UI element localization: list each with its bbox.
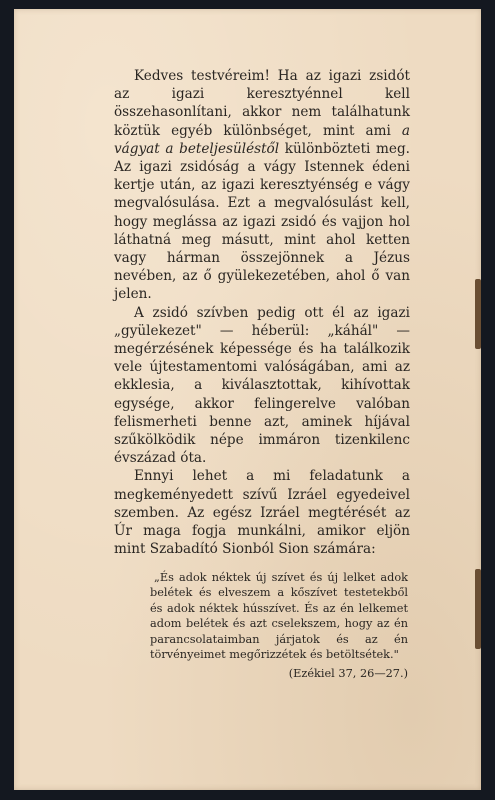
page-edge-damage	[475, 279, 481, 349]
scripture-quote: „És adok néktek új szívet és új lelket adok belétek és elveszem a kőszívet testetekből és adok néktek hússzívet. És az én lelkemet adom belétek és azt cselekszem, hogy az én parancsolataimban járjatok és az én törvényeimet megőrizzétek és betöltsétek."	[150, 571, 408, 662]
paragraph: A zsidó szívben pedig ott él az igazi „gyülekezet" — héberül: „káhál" — megérzésének képessége és ha találkozik vele újtestamentomi valóságában, ami az ekklesia, a kiválasztottak, kihívottak egysége, akkor felingerelve valóban felismerheti benne azt, aminek híjával szűkölködik népe immáron tizenkilenc évszázad óta.	[114, 304, 410, 467]
paragraph: Ennyi lehet a mi feladatunk a megkeményedett szívű Izráel egyedeivel szemben. Az egész Izráel megtérését az Úr maga fogja munkálni, amikor eljön mint Szabadító Sionból Sion számára:	[114, 468, 410, 558]
paragraph-text: különbözteti meg. Az igazi zsidóság a vágy Istennek édeni kertje után, az igazi keresztyénség e vágy megvalósulása. Ezt a megvalósulást kell, hogy meglássa az igazi zsidó és vajjon hol láthatná meg másutt, mint ahol ketten vagy hárman összejönnek a Jézus nevében, az ő gyülekezetében, ahol ő van jelen.	[114, 140, 410, 303]
italic-phrase: a vágyat a beteljesüléstől	[114, 122, 410, 157]
body-text	[114, 67, 410, 558]
paragraph-text: Kedves testvéreim! Ha az igazi zsidót az igazi keresztyénnel kell összehasonlítani, akkor nem találhatunk köztük egyéb különbséget, mint ami	[114, 68, 410, 139]
page-edge-damage	[475, 569, 481, 649]
paragraph	[114, 67, 410, 304]
document-page	[14, 9, 481, 790]
scripture-reference: (Ezékiel 37, 26—27.)	[288, 667, 408, 680]
